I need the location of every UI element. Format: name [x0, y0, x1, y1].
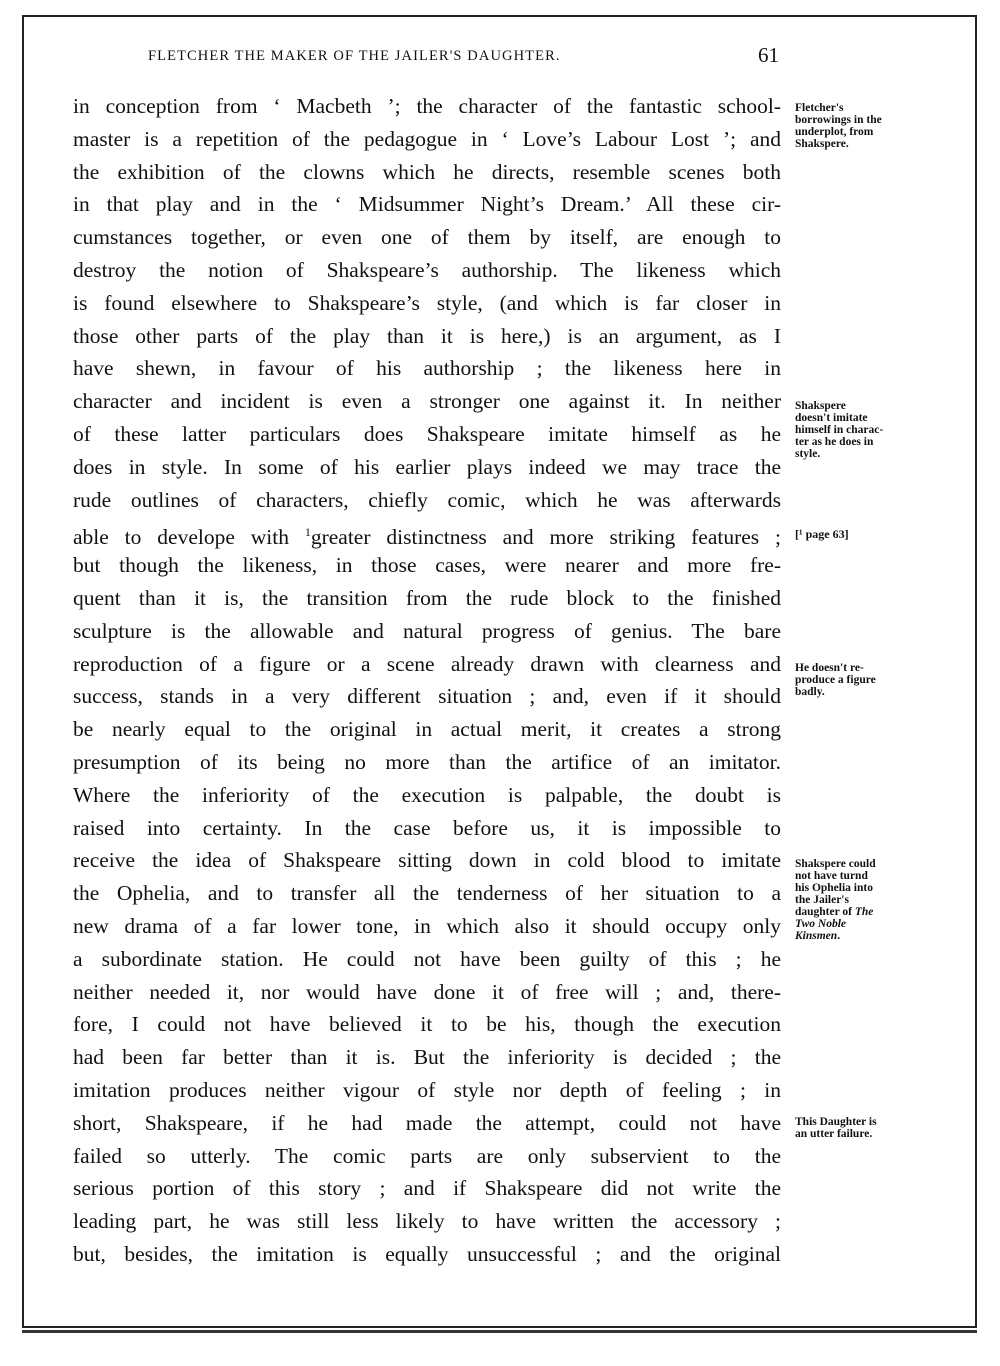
sidenote-line [795, 906, 935, 918]
sidenote-line: Shakspere could [795, 858, 876, 870]
sidenote-line: produce a figure [795, 674, 876, 686]
text-line: master is a repetition of the pedagogue in ‘ Love’s Labour Lost ’; and [73, 126, 781, 151]
text-line: in conception from ‘ Macbeth ’; the character of the fantastic school- [73, 94, 781, 118]
sidenote-line: doesn't imitate [795, 412, 868, 424]
line-prefix: able to develope with [73, 525, 305, 550]
body-text [73, 92, 781, 1273]
text-line: fore, I could not have believed it to be his, though the execution [73, 1012, 781, 1037]
running-title: FLETCHER THE MAKER OF THE JAILER'S DAUGHTER. [148, 48, 561, 64]
line-rest: greater distinctness and more striking features ; [310, 525, 781, 550]
text-line: receive the idea of Shakspeare sitting down in cold blood to imitate [73, 848, 781, 873]
footnote-marker: 1 [304, 525, 311, 540]
text-line: neither needed it, nor would have done it of free will ; and, there- [73, 979, 781, 1004]
text-line: sculpture is the allowable and natural progress of genius. The bare [73, 618, 781, 643]
text-line: those other parts of the play than it is here,) is an argument, as I [73, 323, 781, 348]
sidenote-line [795, 918, 935, 930]
text-line: but, besides, the imitation is equally unsuccessful ; and the original [73, 1241, 781, 1266]
text-line: be nearly equal to the original in actual merit, it creates a strong [73, 717, 781, 742]
sidenote-period: . [837, 930, 841, 942]
page-bottom-rule [22, 1330, 977, 1333]
page-reference: [¹ page 63] [795, 527, 849, 541]
text-line: does in style. In some of his earlier plays indeed we may trace the [73, 454, 781, 479]
sidenote-line: the Jailer's [795, 894, 849, 906]
sidenote-borrowings [795, 102, 935, 150]
text-line: in that play and in the ‘ Midsummer Night’s Dream.’ All these cir- [73, 192, 781, 217]
sidenote-line: badly. [795, 686, 825, 698]
text-line: new drama of a far lower tone, in which also it should occupy only [73, 913, 781, 938]
text-line: failed so utterly. The comic parts are only subservient to the [73, 1143, 781, 1168]
text-line: a subordinate station. He could not have been guilty of this ; he [73, 946, 781, 971]
sidenote-line: himself in charac- [795, 424, 884, 436]
text-line-with-footnote [73, 518, 781, 551]
text-line: presumption of its being no more than the artifice of an imitator. [73, 749, 781, 774]
sidenote-line: underplot, from [795, 126, 874, 138]
sidenote-line: not have turnd [795, 870, 868, 882]
sidenote-text: daughter of [795, 906, 852, 918]
page-number: 61 [758, 43, 779, 67]
text-line: character and incident is even a stronger one against it. In neither [73, 389, 781, 414]
sidenote-line: an utter failure. [795, 1128, 873, 1140]
text-line: imitation produces neither vigour of style nor depth of feeling ; in [73, 1077, 781, 1102]
sidenote-imitate-himself [795, 400, 935, 460]
sidenote-line: This Daughter is [795, 1116, 877, 1128]
sidenote-line: He doesn't re- [795, 662, 864, 674]
text-line: short, Shakspeare, if he had made the attempt, could not have [73, 1110, 781, 1135]
sidenote-italic: Two Noble [795, 918, 846, 930]
sidenote-line: his Ophelia into [795, 882, 873, 894]
text-line: the Ophelia, and to transfer all the tenderness of her situation to a [73, 881, 781, 906]
sidenote-line [795, 930, 935, 942]
sidenote-line: Shakspere. [795, 138, 849, 150]
sidenote-line: style. [795, 448, 821, 460]
sidenote-line: borrowings in the [795, 114, 882, 126]
sidenote-utter-failure [795, 1116, 935, 1140]
text-line: had been far better than it is. But the inferiority is decided ; the [73, 1045, 781, 1070]
text-line: have shewn, in favour of his authorship ; the likeness here in [73, 356, 781, 381]
sidenote-ophelia [795, 858, 935, 942]
text-line: leading part, he was still less likely to have written the accessory ; [73, 1209, 781, 1234]
text-line: of these latter particulars does Shakspeare imitate himself as he [73, 421, 781, 446]
text-line: the exhibition of the clowns which he directs, resemble scenes both [73, 159, 781, 184]
sidenote-reproduce-figure [795, 662, 935, 698]
text-line: destroy the notion of Shakspeare’s authorship. The likeness which [73, 257, 781, 282]
sidenote-italic: Kinsmen [795, 930, 838, 942]
text-line: raised into certainty. In the case before us, it is impossible to [73, 815, 781, 840]
text-line: quent than it is, the transition from the rude block to the finished [73, 585, 781, 610]
text-line: success, stands in a very different situation ; and, even if it should [73, 684, 781, 709]
text-line: Where the inferiority of the execution is palpable, the doubt is [73, 782, 781, 807]
text-line: is found elsewhere to Shakspeare’s style, (and which is far closer in [73, 290, 781, 315]
text-line: but though the likeness, in those cases, were nearer and more fre- [73, 553, 781, 578]
text-line: cumstances together, or even one of them by itself, are enough to [73, 225, 781, 250]
sidenote-italic: The [854, 906, 874, 918]
text-line: rude outlines of characters, chiefly comic, which he was afterwards [73, 487, 781, 512]
sidenote-line: ter as he does in [795, 436, 874, 448]
text-line: reproduction of a figure or a scene already drawn with clearness and [73, 651, 781, 676]
sidenote-line: Shakspere [795, 400, 846, 412]
text-line: serious portion of this story ; and if Shakspeare did not write the [73, 1176, 781, 1201]
sidenote-line: Fletcher's [795, 102, 844, 114]
